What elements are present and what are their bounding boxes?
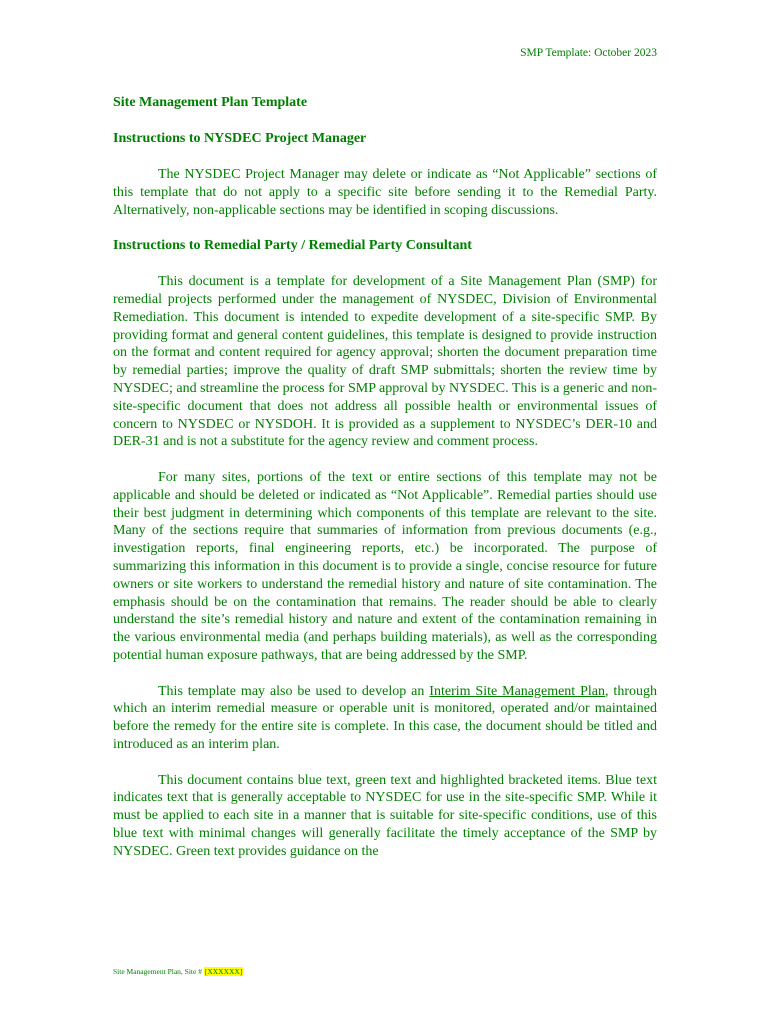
document-body xyxy=(113,94,657,878)
paragraph-interim-plan xyxy=(113,683,657,754)
footer-label: Site Management Plan, Site # xyxy=(113,967,204,976)
page-footer xyxy=(113,966,243,978)
running-header: SMP Template: October 2023 xyxy=(520,47,657,59)
document-title: Site Management Plan Template xyxy=(113,95,308,110)
interim-site-management-plan-link[interactable]: Interim Site Management Plan xyxy=(429,683,606,699)
paragraph: This document contains blue text, green text and highlighted bracketed items. Blue text indicates text that is generally acceptable to NYSDEC for use in the site-specific SMP. While it must be applied to each site in a manner that is suitable for site-specific conditions, use of this blue text with minimal changes will generally facilitate the timely acceptance of the SMP by NYSDEC. Green text provides guidance on the xyxy=(113,772,657,859)
paragraph: This document is a template for development of a Site Management Plan (SMP) for remedial projects performed under the management of NYSDEC, Division of Environmental Remediation. This document is intended to expedite development of a site-specific SMP. By providing format and general content guidelines, this template is designed to provide instruction on the format and content required for agency approval; shorten the document preparation time by remedial parties; improve the quality of draft SMP submittals; shorten the review time by NYSDEC; and streamline the process for SMP approval by NYSDEC. This is a generic and non-site-specific document that does not address all possible health or environmental issues of concern to NYSDEC or NYSDOH. It is provided as a supplement to NYSDEC’s DER-10 and DER-31 and is not a substitute for the agency review and comment process. xyxy=(113,274,657,450)
section-heading-remedial-party: Instructions to Remedial Party / Remedial Party Consultant xyxy=(113,238,472,254)
paragraph: For many sites, portions of the text or entire sections of this template may not be applicable and should be deleted or indicated as “Not Applicable”. Remedial parties should use their best judgment in determining which components of this template are relevant to the site. Many of the sections require that summaries of information from previous documents (e.g., investigation reports, final engineering reports, etc.) be incorporated. The purpose of summarizing this information in this document is to provide a single, concise resource for future owners or site workers to understand the remedial history and nature of site contamination. The emphasis should be on the contamination that remains. The reader should be able to clearly understand the site’s remedial history and nature and extent of the contamination remaining in the various environmental media (and perhaps building materials), as well as the corresponding potential human exposure pathways, that are being addressed by the SMP. xyxy=(113,469,657,663)
paragraph-text: , through which an interim remedial measure or operable unit is monitored, operated and/or maintained before the remedy for the entire site is complete. In this case, the document should be titled and introduced as an interim plan. xyxy=(113,683,657,752)
paragraph-text: This template may also be used to develop an xyxy=(158,683,430,699)
paragraph: The NYSDEC Project Manager may delete or indicate as “Not Applicable” sections of this template that do not apply to a specific site before sending it to the Remedial Party. Alternatively, non-applicable sections may be identified in scoping discussions. xyxy=(113,167,657,218)
site-number-placeholder: [XXXXXX] xyxy=(204,967,243,976)
section-heading-project-manager: Instructions to NYSDEC Project Manager xyxy=(113,131,367,146)
